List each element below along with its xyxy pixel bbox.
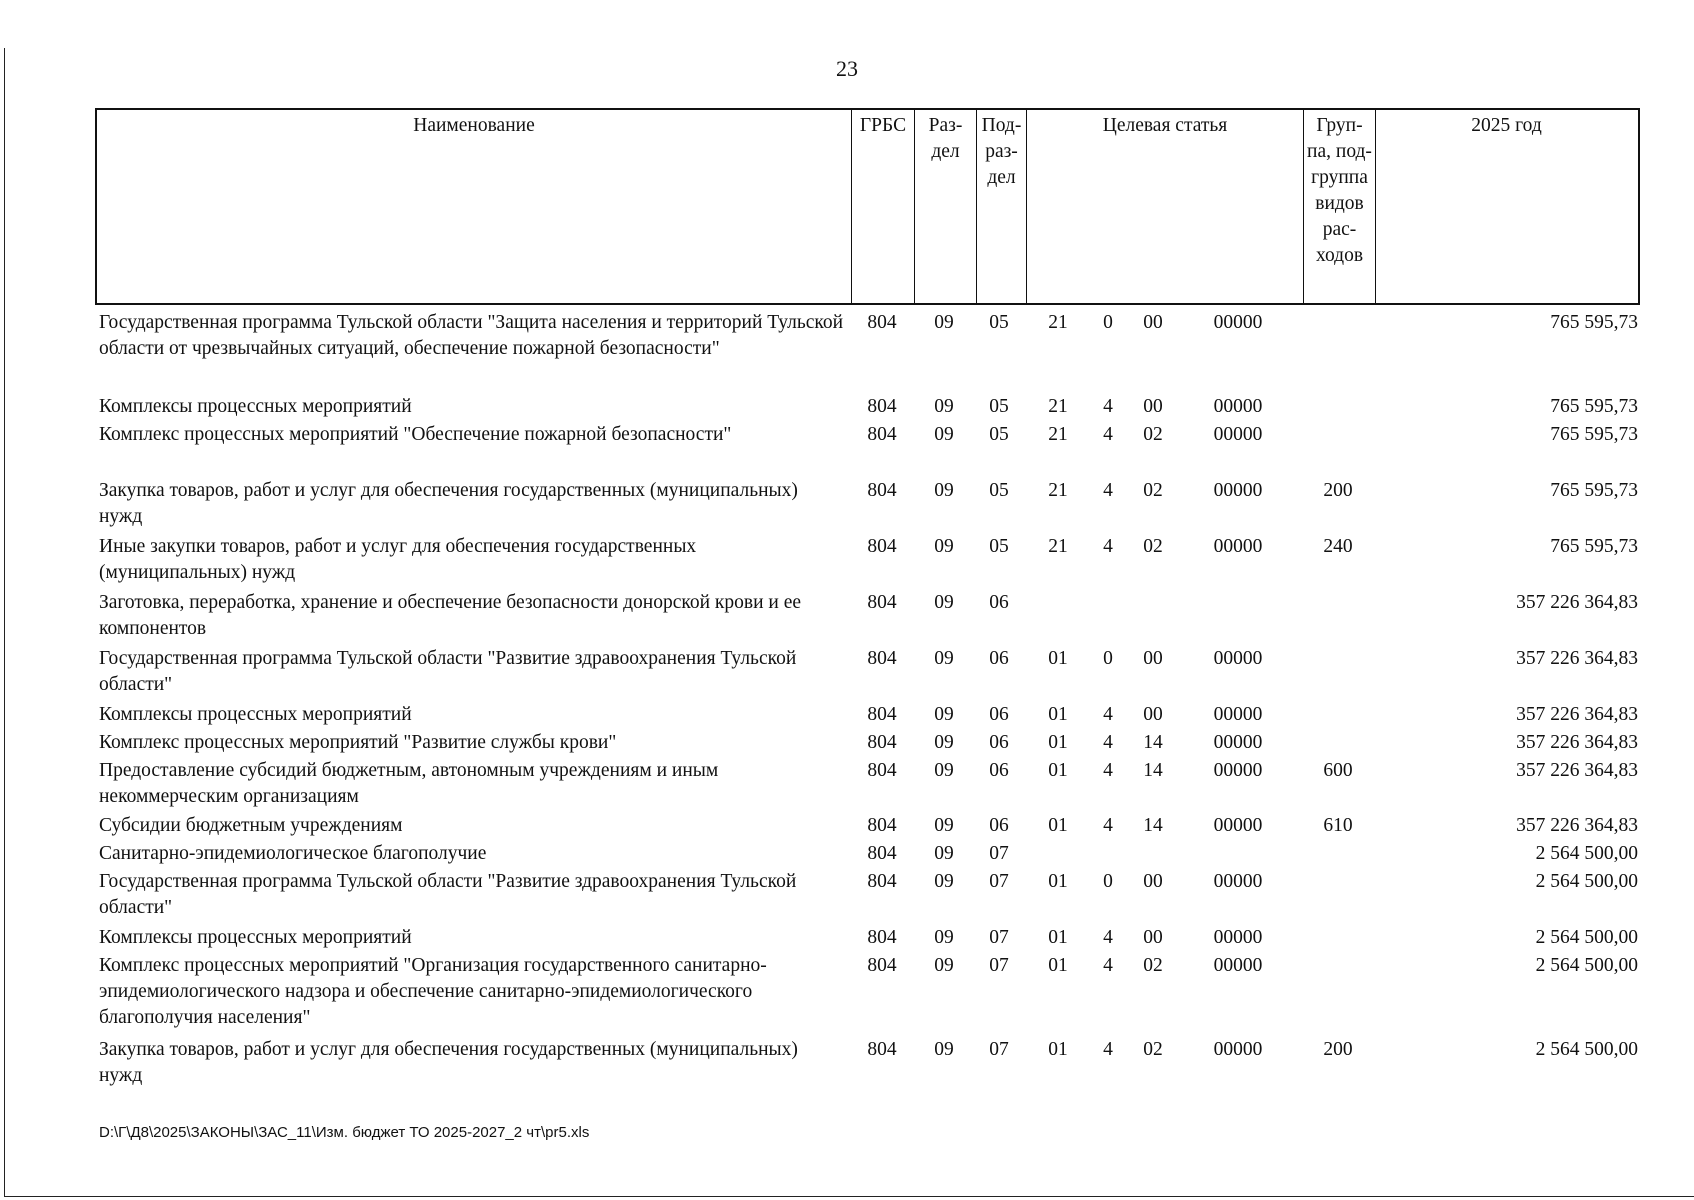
cell-s1: 01: [1048, 815, 1068, 836]
cell-podrazdel: 06: [989, 815, 1009, 836]
header-year: 2025 год: [1471, 115, 1542, 136]
cell-vid: 610: [1323, 815, 1353, 836]
cell-podrazdel: 07: [989, 955, 1009, 976]
cell-s3: 00: [1143, 648, 1163, 669]
cell-name: Закупка товаров, работ и услуг для обеспечения государственных (муниципальных) нужд: [99, 480, 798, 527]
cell-razdel: 09: [934, 480, 954, 501]
cell-s4: 00000: [1213, 871, 1263, 892]
cell-sum: 765 595,73: [1550, 396, 1638, 417]
cell-podrazdel: 07: [989, 927, 1009, 948]
cell-grbs: 804: [867, 843, 897, 864]
cell-name: Комплекс процессных мероприятий "Обеспечение пожарной безопасности": [99, 424, 732, 445]
cell-grbs: 804: [867, 815, 897, 836]
cell-s2: 4: [1103, 704, 1113, 725]
cell-vid: 600: [1323, 760, 1353, 781]
cell-name: Заготовка, переработка, хранение и обеспечение безопасности донорской крови и ее компонентов: [99, 592, 802, 639]
cell-grbs: 804: [867, 704, 897, 725]
cell-s1: 21: [1048, 312, 1068, 333]
cell-name: Субсидии бюджетным учреждениям: [99, 815, 403, 836]
cell-s3: 02: [1143, 1039, 1163, 1060]
cell-name: Закупка товаров, работ и услуг для обеспечения государственных (муниципальных) нужд: [99, 1039, 798, 1086]
cell-razdel: 09: [934, 815, 954, 836]
cell-s2: 4: [1103, 760, 1113, 781]
cell-grbs: 804: [867, 955, 897, 976]
cell-s2: 0: [1103, 648, 1113, 669]
cell-razdel: 09: [934, 955, 954, 976]
file-path-footer: D:\Г\Д8\2025\ЗАКОНЫ\ЗАС_11\Изм. бюджет ТО 2025-2027_2 чт\pr5.xls: [99, 1124, 590, 1141]
cell-razdel: 09: [934, 927, 954, 948]
cell-grbs: 804: [867, 592, 897, 613]
cell-s2: 4: [1103, 424, 1113, 445]
cell-name: Государственная программа Тульской области "Защита населения и территорий Тульской области от чрезвычайных ситуаций, обеспечение пожарной безопасности": [99, 312, 844, 359]
cell-podrazdel: 06: [989, 648, 1009, 669]
cell-s3: 02: [1143, 955, 1163, 976]
cell-s1: 01: [1048, 760, 1068, 781]
cell-name: Комплексы процессных мероприятий: [99, 704, 412, 725]
cell-vid: 200: [1323, 480, 1353, 501]
cell-s1: 21: [1048, 536, 1068, 557]
cell-s1: 01: [1048, 927, 1068, 948]
cell-podrazdel: 06: [989, 732, 1009, 753]
cell-sum: 357 226 364,83: [1516, 732, 1638, 753]
cell-podrazdel: 06: [989, 704, 1009, 725]
cell-s4: 00000: [1213, 955, 1263, 976]
cell-sum: 765 595,73: [1550, 480, 1638, 501]
cell-s1: 21: [1048, 424, 1068, 445]
cell-s4: 00000: [1213, 815, 1263, 836]
cell-s3: 00: [1143, 871, 1163, 892]
cell-razdel: 09: [934, 536, 954, 557]
header-grbs: ГРБС: [852, 110, 915, 303]
cell-s1: 01: [1048, 648, 1068, 669]
cell-grbs: 804: [867, 648, 897, 669]
cell-s1: 01: [1048, 1039, 1068, 1060]
cell-name: Иные закупки товаров, работ и услуг для обеспечения государственных (муниципальных) нужд: [99, 536, 697, 583]
cell-s3: 14: [1143, 760, 1163, 781]
cell-sum: 2 564 500,00: [1535, 843, 1638, 864]
cell-s2: 4: [1103, 536, 1113, 557]
cell-podrazdel: 07: [989, 871, 1009, 892]
cell-s1: 01: [1048, 955, 1068, 976]
cell-sum: 765 595,73: [1550, 312, 1638, 333]
header-razdel: Раз- дел: [915, 110, 977, 303]
cell-s1: 21: [1048, 480, 1068, 501]
cell-podrazdel: 06: [989, 760, 1009, 781]
cell-razdel: 09: [934, 424, 954, 445]
cell-s4: 00000: [1213, 480, 1263, 501]
cell-razdel: 09: [934, 396, 954, 417]
cell-name: Комплекс процессных мероприятий "Развитие службы крови": [99, 732, 617, 753]
cell-razdel: 09: [934, 871, 954, 892]
cell-s3: 02: [1143, 536, 1163, 557]
cell-podrazdel: 05: [989, 424, 1009, 445]
cell-vid: 240: [1323, 536, 1353, 557]
cell-sum: 357 226 364,83: [1516, 704, 1638, 725]
cell-name: Комплекс процессных мероприятий "Организация государственного санитарно-эпидемиологического надзора и обеспечение санитарно-эпидемиологического благополучия населения": [99, 955, 767, 1028]
cell-sum: 765 595,73: [1550, 424, 1638, 445]
cell-razdel: 09: [934, 704, 954, 725]
cell-grbs: 804: [867, 732, 897, 753]
cell-name: Санитарно-эпидемиологическое благополучие: [99, 843, 487, 864]
cell-name: Комплексы процессных мероприятий: [99, 927, 412, 948]
cell-razdel: 09: [934, 760, 954, 781]
cell-razdel: 09: [934, 312, 954, 333]
cell-podrazdel: 06: [989, 592, 1009, 613]
cell-sum: 357 226 364,83: [1516, 648, 1638, 669]
cell-s2: 4: [1103, 480, 1113, 501]
cell-s1: 21: [1048, 396, 1068, 417]
cell-s2: 4: [1103, 732, 1113, 753]
header-podrazdel: Под- раз- дел: [977, 110, 1027, 303]
cell-grbs: 804: [867, 1039, 897, 1060]
cell-razdel: 09: [934, 648, 954, 669]
cell-s2: 0: [1103, 871, 1113, 892]
header-celevaya-statya: Целевая статья: [1027, 110, 1304, 303]
cell-podrazdel: 07: [989, 1039, 1009, 1060]
cell-s4: 00000: [1213, 732, 1263, 753]
cell-grbs: 804: [867, 871, 897, 892]
cell-s3: 02: [1143, 424, 1163, 445]
cell-vid: 200: [1323, 1039, 1353, 1060]
cell-sum: 357 226 364,83: [1516, 815, 1638, 836]
cell-podrazdel: 05: [989, 396, 1009, 417]
header-vid-raskhodov: Груп- па, под- группа видов рас- ходов: [1304, 110, 1376, 303]
page-number: 23: [836, 56, 858, 81]
cell-sum: 357 226 364,83: [1516, 760, 1638, 781]
cell-s4: 00000: [1213, 760, 1263, 781]
cell-podrazdel: 05: [989, 312, 1009, 333]
cell-s4: 00000: [1213, 536, 1263, 557]
cell-s3: 14: [1143, 732, 1163, 753]
cell-s3: 00: [1143, 704, 1163, 725]
cell-sum: 765 595,73: [1550, 536, 1638, 557]
cell-podrazdel: 05: [989, 536, 1009, 557]
cell-razdel: 09: [934, 1039, 954, 1060]
cell-grbs: 804: [867, 424, 897, 445]
cell-podrazdel: 07: [989, 843, 1009, 864]
cell-s1: 01: [1048, 871, 1068, 892]
cell-name: Комплексы процессных мероприятий: [99, 396, 412, 417]
cell-s2: 4: [1103, 955, 1113, 976]
cell-s2: 4: [1103, 927, 1113, 948]
page-frame-bottom: [4, 1196, 1694, 1197]
cell-sum: 2 564 500,00: [1535, 927, 1638, 948]
cell-s4: 00000: [1213, 312, 1263, 333]
cell-s3: 14: [1143, 815, 1163, 836]
cell-grbs: 804: [867, 480, 897, 501]
cell-name: Государственная программа Тульской области "Развитие здравоохранения Тульской области": [99, 871, 797, 918]
cell-s1: 01: [1048, 732, 1068, 753]
cell-s4: 00000: [1213, 704, 1263, 725]
cell-podrazdel: 05: [989, 480, 1009, 501]
cell-s4: 00000: [1213, 927, 1263, 948]
cell-s2: 4: [1103, 1039, 1113, 1060]
cell-sum: 2 564 500,00: [1535, 955, 1638, 976]
cell-s2: 4: [1103, 396, 1113, 417]
cell-s4: 00000: [1213, 1039, 1263, 1060]
cell-s4: 00000: [1213, 424, 1263, 445]
cell-grbs: 804: [867, 760, 897, 781]
cell-s3: 00: [1143, 927, 1163, 948]
cell-grbs: 804: [867, 312, 897, 333]
cell-s4: 00000: [1213, 396, 1263, 417]
cell-name: Государственная программа Тульской области "Развитие здравоохранения Тульской области": [99, 648, 797, 695]
cell-grbs: 804: [867, 927, 897, 948]
cell-s2: 4: [1103, 815, 1113, 836]
cell-s3: 02: [1143, 480, 1163, 501]
cell-razdel: 09: [934, 592, 954, 613]
header-name: Наименование: [97, 110, 852, 303]
cell-sum: 357 226 364,83: [1516, 592, 1638, 613]
cell-s4: 00000: [1213, 648, 1263, 669]
cell-s3: 00: [1143, 312, 1163, 333]
table-header: [95, 108, 1640, 305]
cell-name: Предоставление субсидий бюджетным, автономным учреждениям и иным некоммерческим организациям: [99, 760, 719, 807]
cell-sum: 2 564 500,00: [1535, 871, 1638, 892]
cell-razdel: 09: [934, 732, 954, 753]
cell-grbs: 804: [867, 396, 897, 417]
cell-s3: 00: [1143, 396, 1163, 417]
page-frame-left: [4, 48, 5, 1196]
cell-s1: 01: [1048, 704, 1068, 725]
cell-grbs: 804: [867, 536, 897, 557]
cell-s2: 0: [1103, 312, 1113, 333]
cell-sum: 2 564 500,00: [1535, 1039, 1638, 1060]
cell-razdel: 09: [934, 843, 954, 864]
